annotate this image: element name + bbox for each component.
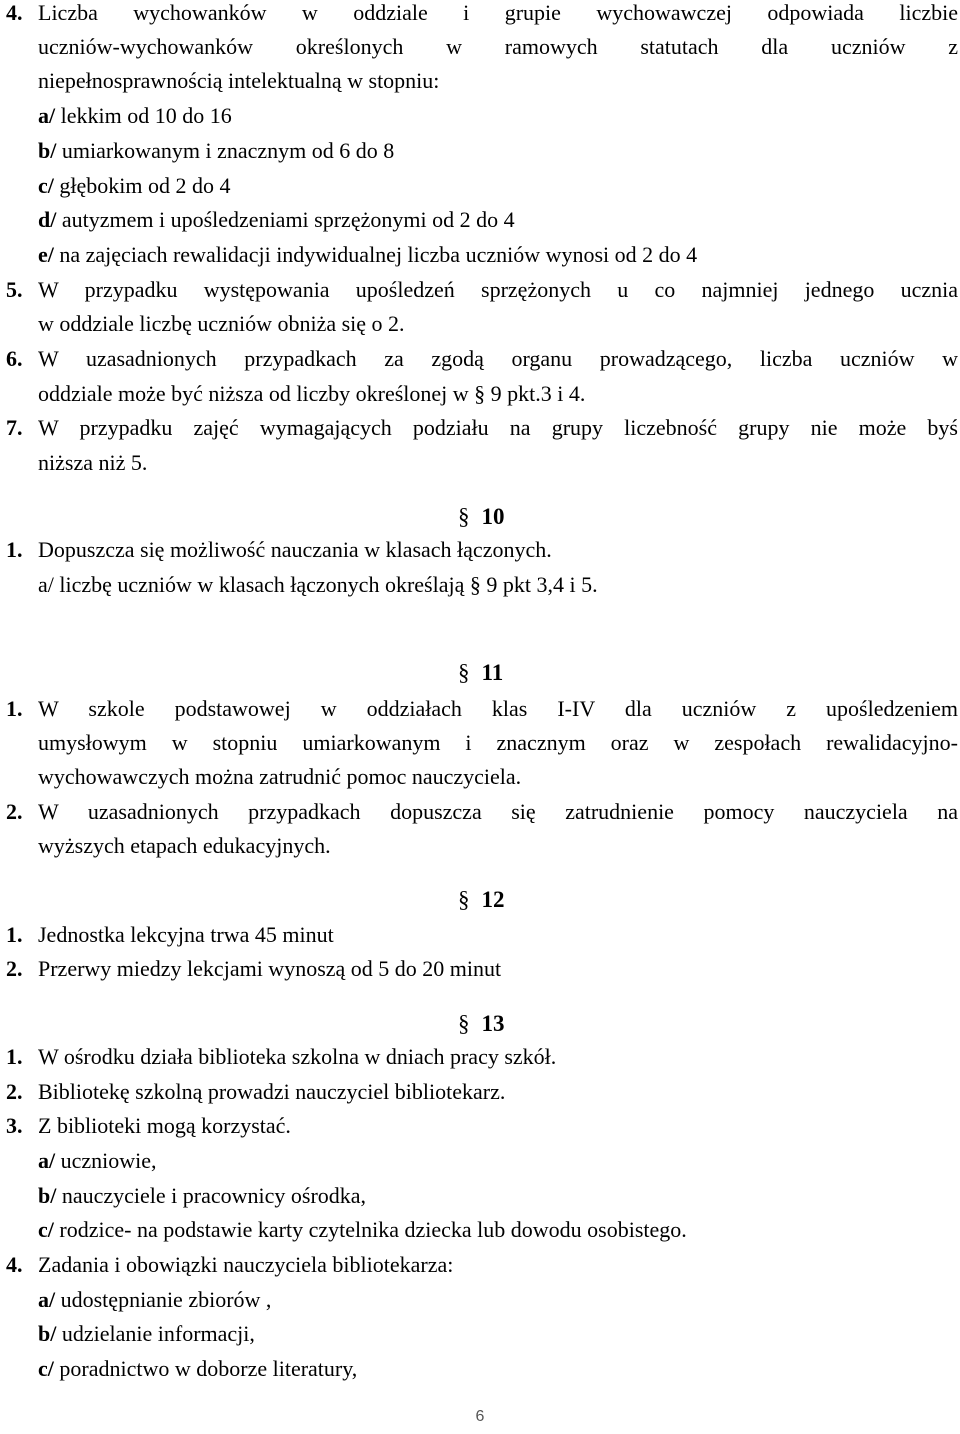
paragraph-text: Liczba wychowanków w oddziale i grupie wychowawczej odpowiada liczbie (38, 0, 958, 25)
paragraph-text: wyższych etapach edukacyjnych. (38, 833, 331, 858)
item-text: lekkim od 10 do 16 (55, 103, 232, 128)
item-text: nauczyciele i pracownicy ośrodka, (56, 1183, 367, 1208)
paragraph-number: 1. (6, 537, 23, 562)
paragraph-text: Z biblioteki mogą korzystać. (38, 1113, 291, 1138)
paragraph-text: Bibliotekę szkolną prowadzi nauczyciel bibliotekarz. (38, 1079, 506, 1104)
paragraph-number: 4. (6, 1252, 23, 1277)
item-label: a/ (38, 1287, 56, 1312)
paragraph-number: 2. (6, 956, 23, 981)
item-text: uczniowie, (55, 1148, 157, 1173)
paragraph-number: 4. (6, 0, 23, 25)
paragraph-text: W przypadku zajęć wymagających podziału na grupy liczebność grupy nie może byś (38, 415, 958, 440)
paragraph-text: uczniów-wychowanków określonych w ramowych statutach dla uczniów z (38, 34, 958, 59)
paragraph-number: 1. (6, 1044, 23, 1069)
item-label: b/ (38, 1183, 57, 1208)
item-label: a/ (38, 1148, 56, 1173)
item-text: poradnictwo w doborze literatury, (53, 1356, 358, 1381)
paragraph-text: Zadania i obowiązki nauczyciela bibliotekarza: (38, 1252, 454, 1277)
section-number: 11 (481, 660, 504, 685)
section-symbol: § (458, 1011, 470, 1036)
paragraph-text: niepełnosprawnością intelektualną w stopniu: (38, 68, 440, 93)
section-number: 13 (481, 1011, 505, 1036)
paragraph-text: Jednostka lekcyjna trwa 45 minut (38, 922, 334, 947)
paragraph-text: a/ liczbę uczniów w klasach łączonych określają § 9 pkt 3,4 i 5. (38, 572, 598, 597)
item-label: c/ (38, 1217, 54, 1242)
paragraph-number: 1. (6, 922, 23, 947)
paragraph-number: 5. (6, 277, 23, 302)
paragraph-text: W uzasadnionych przypadkach za zgodą organu prowadzącego, liczba uczniów w (38, 346, 958, 371)
page-number: 6 (475, 1408, 485, 1425)
item-label: a/ (38, 103, 56, 128)
item-label: e/ (38, 242, 54, 267)
item-text: głębokim od 2 do 4 (53, 173, 231, 198)
paragraph-text: umysłowym w stopniu umiarkowanym i znacznym oraz w zespołach rewalidacyjno- (38, 730, 958, 755)
paragraph-text: wychowawczych można zatrudnić pomoc nauczyciela. (38, 764, 522, 789)
paragraph-text: Przerwy miedzy lekcjami wynoszą od 5 do 20 minut (38, 956, 502, 981)
paragraph-text: w oddziale liczbę uczniów obniża się o 2. (38, 311, 405, 336)
paragraph-text: W przypadku występowania upośledzeń sprzężonych u co najmniej jednego ucznia (38, 277, 958, 302)
item-text: autyzmem i upośledzeniami sprzężonymi od 2 do 4 (56, 207, 515, 232)
item-label: b/ (38, 1321, 57, 1346)
item-label: c/ (38, 173, 54, 198)
paragraph-text: oddziale może być niższa od liczby określonej w § 9 pkt.3 i 4. (38, 381, 586, 406)
section-symbol: § (458, 504, 470, 529)
item-text: umiarkowanym i znacznym od 6 do 8 (56, 138, 395, 163)
paragraph-text: niższa niż 5. (38, 450, 148, 475)
paragraph-text: Dopuszcza się możliwość nauczania w klasach łączonych. (38, 537, 552, 562)
item-text: udostępnianie zbiorów , (55, 1287, 272, 1312)
item-text: udzielanie informacji, (56, 1321, 255, 1346)
item-text: rodzice- na podstawie karty czytelnika dziecka lub dowodu osobistego. (53, 1217, 687, 1242)
paragraph-number: 7. (6, 415, 23, 440)
paragraph-number: 1. (6, 696, 23, 721)
paragraph-text: W uzasadnionych przypadkach dopuszcza się zatrudnienie pomocy nauczyciela na (38, 799, 958, 824)
section-symbol: § (458, 887, 470, 912)
item-label: c/ (38, 1356, 54, 1381)
paragraph-text: W szkole podstawowej w oddziałach klas I-IV dla uczniów z upośledzeniem (38, 696, 958, 721)
paragraph-number: 2. (6, 1079, 23, 1104)
paragraph-number: 3. (6, 1113, 23, 1138)
item-label: d/ (38, 207, 57, 232)
section-number: 10 (481, 504, 505, 529)
section-symbol: § (458, 660, 470, 685)
paragraph-number: 2. (6, 799, 23, 824)
paragraph-number: 6. (6, 346, 23, 371)
paragraph-text: W ośrodku działa biblioteka szkolna w dniach pracy szkół. (38, 1044, 557, 1069)
item-label: b/ (38, 138, 57, 163)
item-text: na zajęciach rewalidacji indywidualnej liczba uczniów wynosi od 2 do 4 (53, 242, 698, 267)
section-number: 12 (481, 887, 505, 912)
